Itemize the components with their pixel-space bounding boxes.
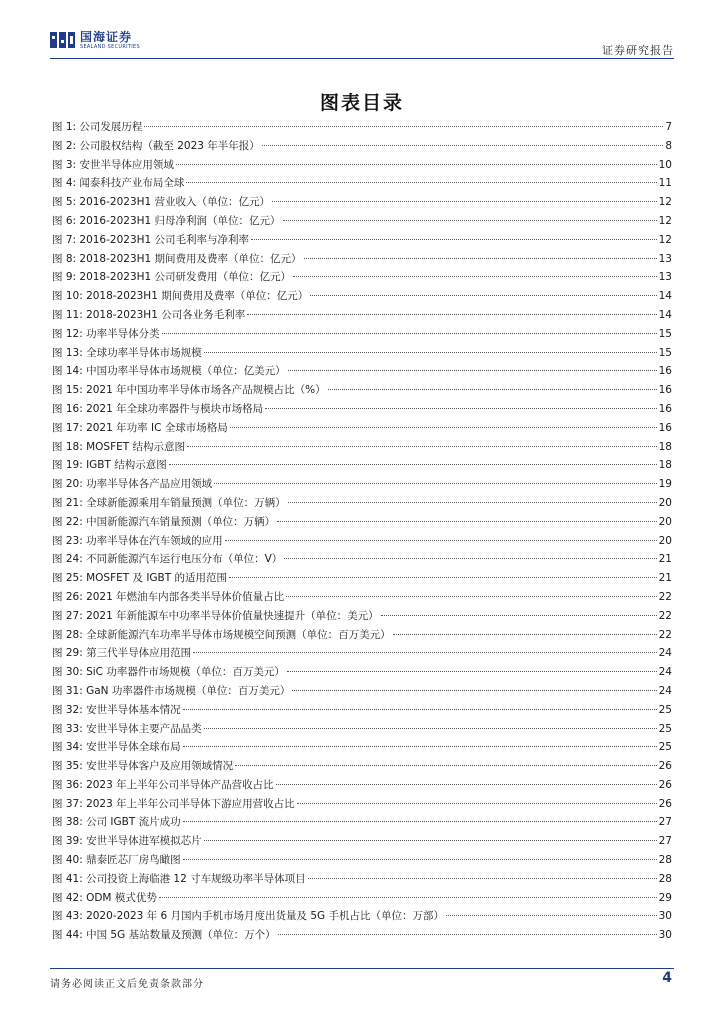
toc-entry-label: 图 10: 2018-2023H1 期间费用及费率（单位：亿元）: [52, 290, 309, 303]
toc-entry[interactable]: [52, 193, 672, 212]
toc-entry-label: 图 8: 2018-2023H1 期间费用及费率（单位：亿元）: [52, 252, 302, 265]
toc-entry-label: 图 15: 2021 年中国功率半导体市场各产品规模占比（%）: [52, 384, 326, 397]
toc-leader-dots: [144, 126, 663, 127]
toc-leader-dots: [277, 521, 657, 522]
toc-entry-page: 26: [658, 797, 672, 810]
toc-entry-label: 图 9: 2018-2023H1 公司研发费用（单位：亿元）: [52, 271, 292, 284]
toc-entry-page: 22: [658, 628, 672, 641]
toc-entry-label: 图 20: 功率半导体各产品应用领域: [52, 478, 213, 491]
toc-entry-label: 图 24: 不同新能源汽车运行电压分布（单位：V）: [52, 553, 283, 566]
toc-leader-dots: [251, 239, 657, 240]
toc-entry[interactable]: [52, 851, 672, 870]
toc-entry[interactable]: [52, 306, 672, 325]
toc-entry[interactable]: [52, 456, 672, 475]
toc-leader-dots: [446, 915, 657, 916]
toc-entry-label: 图 19: IGBT 结构示意图: [52, 459, 167, 472]
toc-leader-dots: [187, 446, 657, 447]
toc-leader-dots: [159, 897, 657, 898]
toc-entry[interactable]: [52, 644, 672, 663]
toc-entry[interactable]: [52, 287, 672, 306]
toc-entry-page: 24: [658, 684, 672, 697]
toc-leader-dots: [288, 370, 657, 371]
toc-entry-label: 图 44: 中国 5G 基站数量及预测（单位：万个）: [52, 929, 276, 942]
toc-entry[interactable]: [52, 212, 672, 231]
toc-leader-dots: [247, 314, 656, 315]
toc-entry[interactable]: [52, 682, 672, 701]
toc-entry-label: 图 16: 2021 年全球功率器件与模块市场格局: [52, 402, 264, 415]
toc-entry-page: 25: [658, 741, 672, 754]
toc-leader-dots: [183, 746, 657, 747]
toc-entry-label: 图 25: MOSFET 及 IGBT 的适用范围: [52, 572, 228, 585]
toc-entry-label: 图 22: 中国新能源汽车销量预测（单位：万辆）: [52, 515, 276, 528]
toc-entry-page: 22: [658, 590, 672, 603]
toc-entry-page: 28: [658, 872, 672, 885]
toc-entry-label: 图 17: 2021 年功率 IC 全球市场格局: [52, 421, 228, 434]
toc-entry-label: 图 29: 第三代半导体应用范围: [52, 647, 192, 660]
toc-entry[interactable]: [52, 494, 672, 513]
toc-entry-label: 图 30: SiC 功率器件市场规模（单位：百万美元）: [52, 666, 285, 679]
toc-entry-label: 图 34: 安世半导体全球布局: [52, 741, 181, 754]
toc-entry[interactable]: [52, 419, 672, 438]
toc-entry-label: 图 28: 全球新能源汽车功率半导体市场规模空间预测（单位：百万美元）: [52, 628, 391, 641]
toc-leader-dots: [235, 765, 657, 766]
toc-entry-label: 图 43: 2020-2023 年 6 月国内手机市场月度出货量及 5G 手机占比（单位：万部）: [52, 910, 444, 923]
report-type-label: 证券研究报告: [602, 44, 674, 57]
toc-leader-dots: [297, 803, 657, 804]
toc-entry-label: 图 32: 安世半导体基本情况: [52, 703, 181, 716]
toc-entry-page: 13: [658, 252, 672, 265]
logo-en-text: SEALAND SECURITIES: [80, 43, 140, 50]
toc-leader-dots: [278, 934, 657, 935]
toc-entry-label: 图 14: 中国功率半导体市场规模（单位：亿美元）: [52, 365, 286, 378]
toc-leader-dots: [214, 483, 657, 484]
toc-entry-label: 图 3: 安世半导体应用领域: [52, 158, 174, 171]
toc-leader-dots: [288, 502, 657, 503]
toc-entry-page: 30: [658, 929, 672, 942]
toc-entry[interactable]: [52, 889, 672, 908]
toc-entry-label: 图 27: 2021 年新能源车中功率半导体价值量快速提升（单位：美元）: [52, 609, 379, 622]
toc-entry-page: 12: [658, 214, 672, 227]
toc-entry-page: 15: [658, 327, 672, 340]
toc-entry-page: 20: [658, 515, 672, 528]
toc-entry-label: 图 38: 公司 IGBT 流片成功: [52, 816, 181, 829]
toc-leader-dots: [283, 220, 657, 221]
toc-leader-dots: [284, 558, 656, 559]
toc-entry[interactable]: [52, 813, 672, 832]
disclaimer-note: 请务必阅读正文后免责条款部分: [50, 979, 204, 990]
toc-leader-dots: [308, 878, 657, 879]
toc-leader-dots: [286, 596, 656, 597]
toc-entry[interactable]: [52, 738, 672, 757]
toc-entry-label: 图 4: 闻泰科技产业布局全球: [52, 177, 185, 190]
toc-leader-dots: [304, 258, 657, 259]
toc-entry-page: 10: [658, 158, 672, 171]
header-divider: [50, 58, 674, 59]
toc-entry[interactable]: [52, 720, 672, 739]
toc-entry-label: 图 35: 安世半导体客户及应用领域情况: [52, 760, 234, 773]
toc-entry-page: 16: [658, 365, 672, 378]
footer-divider: [50, 968, 674, 969]
toc-entry-label: 图 6: 2016-2023H1 归母净利润（单位：亿元）: [52, 214, 281, 227]
toc-entry[interactable]: [52, 663, 672, 682]
toc-entry-page: 19: [658, 478, 672, 491]
logo-mark-icon: [50, 30, 76, 50]
toc-entry[interactable]: [52, 400, 672, 419]
toc-entry[interactable]: [52, 776, 672, 795]
toc-entry-page: 21: [658, 572, 672, 585]
toc-entry[interactable]: [52, 907, 672, 926]
toc-entry[interactable]: [52, 268, 672, 287]
toc-leader-dots: [204, 352, 657, 353]
toc-entry[interactable]: [52, 250, 672, 269]
toc-entry[interactable]: [52, 231, 672, 250]
toc-entry-label: 图 5: 2016-2023H1 营业收入（单位：亿元）: [52, 196, 271, 209]
company-logo: [50, 30, 140, 50]
toc-entry-page: 28: [658, 854, 672, 867]
toc-entry-page: 15: [658, 346, 672, 359]
toc-leader-dots: [225, 540, 657, 541]
figure-list: [52, 118, 672, 945]
toc-entry-page: 12: [658, 196, 672, 209]
page-header: [50, 30, 674, 60]
toc-entry-page: 25: [658, 703, 672, 716]
toc-entry-label: 图 2: 公司股权结构（截至 2023 年半年报）: [52, 139, 260, 152]
toc-entry-page: 11: [658, 177, 672, 190]
toc-entry[interactable]: [52, 381, 672, 400]
toc-leader-dots: [310, 295, 656, 296]
logo-cn-text: 国海证券: [80, 29, 133, 44]
toc-leader-dots: [328, 389, 657, 390]
toc-entry-page: 27: [658, 816, 672, 829]
toc-entry-page: 20: [658, 496, 672, 509]
toc-entry-page: 8: [665, 139, 672, 152]
toc-leader-dots: [230, 427, 657, 428]
toc-leader-dots: [276, 784, 657, 785]
toc-leader-dots: [169, 464, 657, 465]
toc-entry-label: 图 12: 功率半导体分类: [52, 327, 160, 340]
toc-entry[interactable]: [52, 325, 672, 344]
toc-entry-page: 16: [658, 402, 672, 415]
toc-entry-page: 22: [658, 609, 672, 622]
toc-entry-page: 26: [658, 778, 672, 791]
toc-entry-page: 21: [658, 553, 672, 566]
toc-entry-page: 7: [665, 121, 672, 133]
toc-entry[interactable]: [52, 832, 672, 851]
toc-entry-label: 图 13: 全球功率半导体市场规模: [52, 346, 202, 359]
toc-entry-label: 图 33: 安世半导体主要产品品类: [52, 722, 202, 735]
toc-entry-label: 图 37: 2023 年上半年公司半导体下游应用营收占比: [52, 797, 295, 810]
toc-entry[interactable]: [52, 532, 672, 551]
toc-entry-page: 29: [658, 891, 672, 904]
toc-entry-label: 图 41: 公司投资上海临港 12 寸车规级功率半导体项目: [52, 872, 306, 885]
toc-leader-dots: [292, 690, 656, 691]
toc-leader-dots: [186, 182, 656, 183]
toc-entry[interactable]: [52, 118, 672, 137]
toc-entry[interactable]: [52, 156, 672, 175]
toc-entry-page: 25: [658, 722, 672, 735]
toc-entry[interactable]: [52, 626, 672, 645]
toc-leader-dots: [204, 840, 657, 841]
toc-entry[interactable]: [52, 926, 672, 945]
toc-entry-page: 18: [658, 440, 672, 453]
toc-entry[interactable]: [52, 870, 672, 889]
toc-entry-label: 图 23: 功率半导体在汽车领域的应用: [52, 534, 223, 547]
toc-entry[interactable]: [52, 588, 672, 607]
toc-entry-label: 图 21: 全球新能源乘用车销量预测（单位：万辆）: [52, 496, 286, 509]
toc-entry[interactable]: [52, 174, 672, 193]
toc-entry-label: 图 36: 2023 年上半年公司半导体产品营收占比: [52, 778, 274, 791]
toc-leader-dots: [176, 164, 657, 165]
toc-entry-page: 14: [658, 308, 672, 321]
toc-entry-page: 30: [658, 910, 672, 923]
toc-entry-page: 14: [658, 290, 672, 303]
toc-entry-label: 图 31: GaN 功率器件市场规模（单位：百万美元）: [52, 684, 291, 697]
toc-leader-dots: [287, 671, 657, 672]
toc-entry[interactable]: [52, 550, 672, 569]
toc-entry-label: 图 11: 2018-2023H1 公司各业务毛利率: [52, 308, 246, 321]
page-title: 图表目录: [319, 92, 404, 114]
toc-entry[interactable]: [52, 569, 672, 588]
toc-leader-dots: [262, 145, 664, 146]
toc-entry-page: 27: [658, 835, 672, 848]
toc-entry-label: 图 39: 安世半导体进军模拟芯片: [52, 835, 202, 848]
toc-leader-dots: [162, 333, 657, 334]
toc-entry-label: 图 26: 2021 年燃油车内部各类半导体价值量占比: [52, 590, 285, 603]
toc-entry-page: 16: [658, 384, 672, 397]
toc-leader-dots: [265, 408, 656, 409]
toc-entry[interactable]: [52, 362, 672, 381]
toc-leader-dots: [381, 615, 657, 616]
toc-entry-page: 16: [658, 421, 672, 434]
toc-entry[interactable]: [52, 757, 672, 776]
page-number: 4: [662, 970, 672, 986]
toc-entry[interactable]: [52, 438, 672, 457]
toc-leader-dots: [272, 201, 657, 202]
toc-leader-dots: [193, 652, 657, 653]
toc-leader-dots: [293, 276, 657, 277]
toc-leader-dots: [183, 859, 657, 860]
toc-entry[interactable]: [52, 137, 672, 156]
toc-entry-page: 24: [658, 647, 672, 660]
toc-leader-dots: [393, 634, 657, 635]
toc-entry-label: 图 40: 鼎泰匠芯厂房鸟瞰图: [52, 854, 181, 867]
toc-leader-dots: [183, 821, 657, 822]
toc-leader-dots: [204, 728, 657, 729]
toc-entry-label: 图 42: ODM 模式优势: [52, 891, 157, 904]
toc-entry-page: 24: [658, 666, 672, 679]
toc-entry-page: 20: [658, 534, 672, 547]
toc-entry-page: 13: [658, 271, 672, 284]
toc-entry[interactable]: [52, 701, 672, 720]
toc-entry[interactable]: [52, 795, 672, 814]
toc-entry-label: 图 7: 2016-2023H1 公司毛利率与净利率: [52, 233, 250, 246]
toc-entry[interactable]: [52, 607, 672, 626]
toc-leader-dots: [183, 709, 657, 710]
toc-entry[interactable]: [52, 344, 672, 363]
toc-leader-dots: [229, 577, 657, 578]
toc-entry[interactable]: [52, 513, 672, 532]
toc-entry-label: 图 18: MOSFET 结构示意图: [52, 440, 185, 453]
toc-entry-page: 12: [658, 233, 672, 246]
toc-entry-page: 26: [658, 760, 672, 773]
toc-entry-page: 18: [658, 459, 672, 472]
toc-entry[interactable]: [52, 475, 672, 494]
toc-entry-label: 图 1: 公司发展历程: [52, 121, 143, 133]
